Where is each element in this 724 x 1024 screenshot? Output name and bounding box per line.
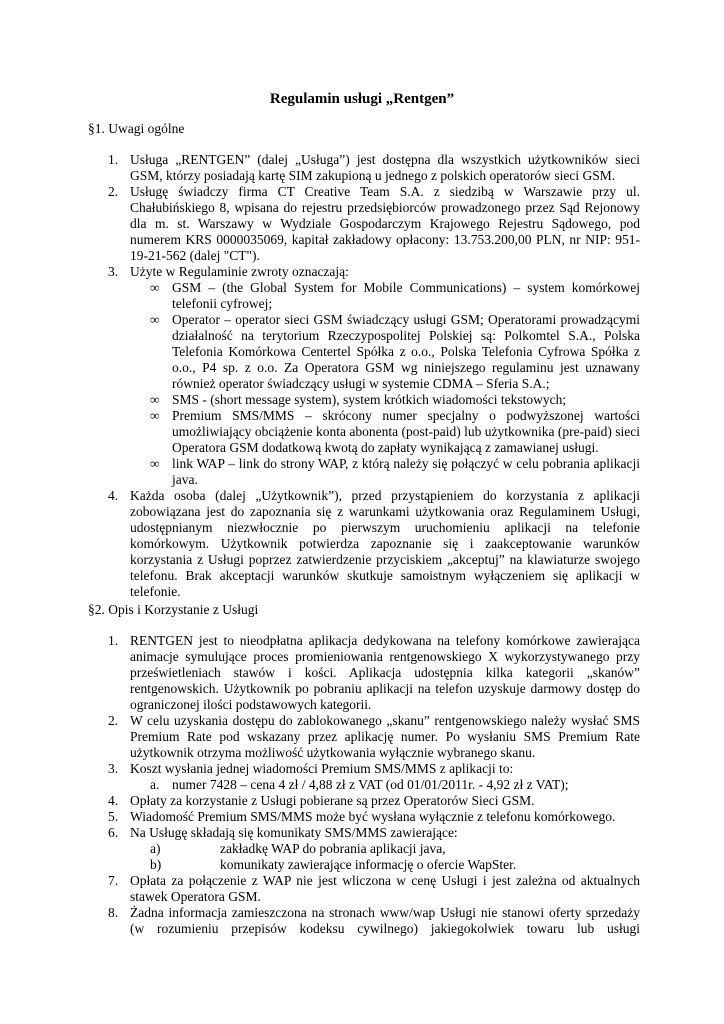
section-2-list bbox=[108, 633, 640, 937]
list-item: 8. Żadna informacja zamieszczona na stronach www/wap Usługi nie stanowi oferty sprzedaży (w rozumieniu przepisów kodeksu cywilnego) jakiegokolwiek towaru lub usługi bbox=[108, 905, 640, 936]
section-1-heading: §1. Uwagi ogólne bbox=[88, 121, 185, 136]
infinity-bullet-icon: ∞ bbox=[150, 312, 160, 327]
definition-item: ∞ Operator – operator sieci GSM świadczący usługi GSM; Operatorami prowadzącymi działalność na terytorium Rzeczypospolitej Polskiej są: Polkomtel S.A., Polska Telefonia Komórkowa Centertel Spółka z o.o., Polska Telefonia Cyfrowa Spółka z o.o., P4 sp. z o.o. Za Operatora GSM wg niniejszego regulaminu jest uznawany również operator świadczący usługi w systemie CDMA – Sferia S.A.; bbox=[150, 312, 640, 391]
definition-item: ∞ GSM – (the Global System for Mobile Communications) – system komórkowej telefonii cyfrowej; bbox=[150, 280, 640, 311]
definition-item: ∞ link WAP – link do strony WAP, z którą należy się połączyć w celu pobrania aplikacji java. bbox=[150, 456, 640, 487]
contents-item: a) zakładkę WAP do pobrania aplikacji java, bbox=[150, 841, 446, 856]
infinity-bullet-icon: ∞ bbox=[150, 392, 160, 407]
list-item: 5. Wiadomość Premium SMS/MMS może być wysłana wyłącznie z telefonu komórkowego. bbox=[108, 809, 616, 824]
list-item: 3. Koszt wysłania jednej wiadomości Premium SMS/MMS z aplikacji to: a. numer 7428 – cena 4 zł / 4,88 zł z VAT (od 01/01/2011r. - 4,92 zł z VAT); bbox=[108, 761, 640, 793]
list-item: 4. Opłaty za korzystanie z Usługi pobierane są przez Operatorów Sieci GSM. bbox=[108, 793, 535, 808]
definition-item: ∞ SMS - (short message system), system krótkich wiadomości tekstowych; bbox=[150, 392, 567, 407]
contents-list bbox=[130, 841, 640, 873]
section-1-list bbox=[108, 152, 640, 600]
list-item: 2. W celu uzyskania dostępu do zablokowanego „skanu” rentgenowskiego należy wysłać SMS Premium Rate pod wskazany przez aplikację numer. Po wysłaniu SMS Premium Rate użytkownik otrzyma możliwość użytkowania wyłącznie wybranego skanu. bbox=[108, 713, 640, 760]
cost-list bbox=[130, 777, 640, 793]
infinity-bullet-icon: ∞ bbox=[150, 280, 160, 295]
cost-item: a. numer 7428 – cena 4 zł / 4,88 zł z VAT (od 01/01/2011r. - 4,92 zł z VAT); bbox=[150, 777, 569, 792]
list-item: 1. Usługa „RENTGEN” (dalej „Usługa”) jest dostępna dla wszystkich użytkowników sieci GSM, którzy posiadają kartę SIM zakupioną u jednego z polskich operatorów sieci GSM. bbox=[108, 152, 640, 183]
page-title: Regulamin usługi „Rentgen” bbox=[269, 91, 455, 107]
infinity-bullet-icon: ∞ bbox=[150, 408, 160, 423]
list-item: 1. RENTGEN jest to nieodpłatna aplikacja dedykowana na telefony komórkowe zawierająca animacje symulujące proces promieniowania rentgenowskiego X wykorzystywanego przy prześwietleniach stawów i kości. Aplikacja udostępnia kilka kategorii „skanów” rentgenowskich. Użytkownik po pobraniu aplikacji na telefon uzyskuje darmowy dostęp do ograniczonej ilości podstawowych kategorii. bbox=[108, 633, 640, 712]
definitions-list bbox=[130, 280, 640, 488]
infinity-bullet-icon: ∞ bbox=[150, 456, 160, 471]
section-2-heading: §2. Opis i Korzystanie z Usługi bbox=[88, 602, 259, 617]
list-item: 6. Na Usługę składają się komunikaty SMS/MMS zawierające: a) zakładkę WAP do pobrania aplikacji java, b) komunikaty zawierające informację o ofercie WapSter. bbox=[108, 825, 640, 873]
list-item: 2. Usługę świadczy firma CT Creative Team S.A. z siedzibą w Warszawie przy ul. Chałubińskiego 8, wpisana do rejestru przedsiębiorców prowadzonego przez Sąd Rejonowy dla m. st. Warszawy w Wydziale Gospodarczym Krajowego Rejestru Sądowego, pod numerem KRS 0000035069, kapitał zakładowy opłacony: 13.753.200,00 PLN, nr NIP: 951-19-21-562 (dalej "CT"). bbox=[108, 184, 640, 263]
list-item: 3. Użyte w Regulaminie zwroty oznaczają: ∞ GSM – (the Global System for Mobile Communications) – system komórkowej telefonii cyfrowej; ∞ Operator – operator sieci GSM świadczący usługi GSM; Operatorami prowadzącymi działalność na terytorium Rzeczypospolitej Polskiej są: Polkomtel S.A., Polska Telefonia Komórkowa Centertel Spółka z o.o., Polska Telefonia Cyfrowa Spółka z o.o., P4 sp. z o.o. Za Operatora GSM wg niniejszego regulaminu jest uznawany również operator świadczący usługi w systemie CDMA – Sferia S.A.; ∞ SMS - (short message system), system krótkich wiadomości tekstowych; ∞ Premium SMS/MMS – skrócony numer specjalny o podwyższonej wartości umożliwiający obciążenie konta abonenta (post-paid) lub użytkownika (pre-paid) sieci Operatora GSM dodatkową kwotą do zapłaty wynikającą z zamawianej usługi. ∞ link WAP – link do strony WAP, z którą należy się połączyć w celu pobrania aplikacji java. bbox=[108, 264, 640, 487]
contents-item: b) komunikaty zawierające informację o ofercie WapSter. bbox=[150, 857, 517, 872]
definition-item: ∞ Premium SMS/MMS – skrócony numer specjalny o podwyższonej wartości umożliwiający obciążenie konta abonenta (post-paid) lub użytkownika (pre-paid) sieci Operatora GSM dodatkową kwotą do zapłaty wynikającą z zamawianej usługi. bbox=[150, 408, 640, 455]
list-item: 7. Opłata za połączenie z WAP nie jest wliczona w cenę Usługi i jest zależna od aktualnych stawek Operatora GSM. bbox=[108, 873, 640, 904]
list-item: 4. Każda osoba (dalej „Użytkownik”), przed przystąpieniem do korzystania z aplikacji zobowiązana jest do zapoznania się z warunkami użytkowania oraz Regulaminem Usługi, udostępnianym niezwłocznie po pierwszym uruchomieniu aplikacji na telefonie komórkowym. Użytkownik potwierdza zapoznanie się i zaakceptowanie warunków korzystania z Usługi poprzez zatwierdzenie przyciskiem „akceptuj” na klawiaturze swojego telefonu. Brak akceptacji warunków skutkuje samoistnym wyłączeniem się aplikacji w telefonie. bbox=[108, 488, 640, 599]
